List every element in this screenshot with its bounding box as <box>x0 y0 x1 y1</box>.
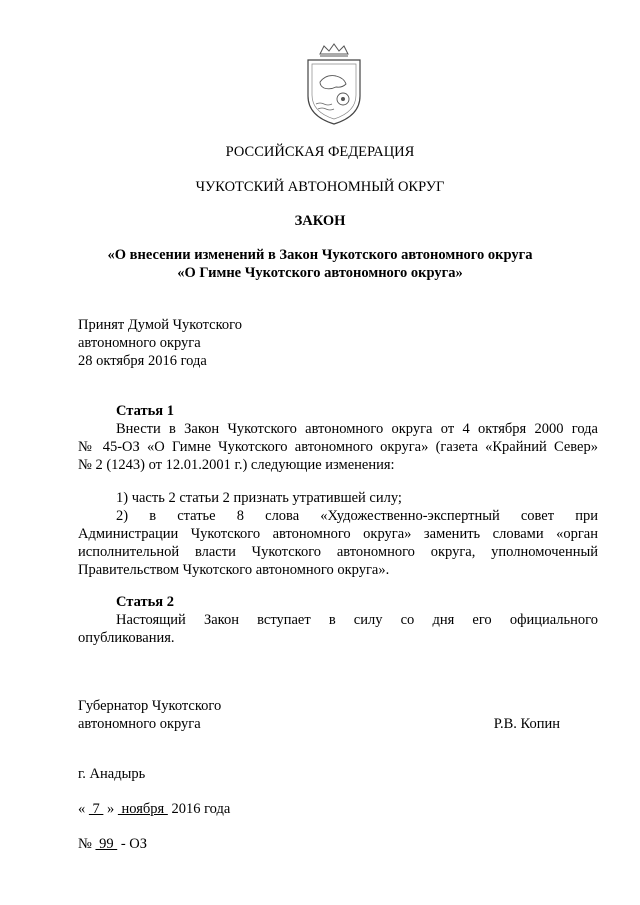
adoption-line-2: автономного округа <box>78 335 201 351</box>
number-sign: № <box>78 836 92 852</box>
adoption-line-1: Принят Думой Чукотского <box>78 317 243 333</box>
city: г. Анадырь <box>78 766 146 782</box>
article-2-text <box>78 611 598 647</box>
law-title-line-2: «О Гимне Чукотского автономного округа» <box>177 265 463 281</box>
date-month: ноября <box>117 801 168 817</box>
signature-block <box>78 697 598 733</box>
number-suffix: - ОЗ <box>120 836 148 852</box>
article-1-intro-line-3: № 2 (1243) от 12.01.2001 г.) следующие изменения: <box>78 457 395 473</box>
signatory-title-line-2: автономного округа <box>78 716 201 732</box>
article-2-heading: Статья 2 <box>116 594 174 610</box>
article-1-intro <box>78 420 598 474</box>
law-number <box>78 835 598 853</box>
coat-of-arms-emblem <box>296 42 372 128</box>
article-1-intro-line-1: Внести в Закон Чукотского автономного округа от 4 октября 2000 года <box>116 421 598 437</box>
article-1-intro-line-2: № 45-ОЗ «О Гимне Чукотского автономного округа» (газета «Крайний Север» <box>78 439 598 455</box>
number-value: 99 <box>95 836 118 852</box>
article-1-item-2-line-2: Администрации Чукотского автономного округа» заменить словами «орган <box>78 526 598 542</box>
signatory-title-line-1: Губернатор Чукотского <box>78 698 222 714</box>
signing-date <box>78 800 598 818</box>
article-1-item-1: 1) часть 2 статьи 2 признать утратившей силу; <box>116 490 402 506</box>
article-2-text-line-1: Настоящий Закон вступает в силу со дня его официального <box>116 612 598 628</box>
date-year: 2016 года <box>171 801 231 817</box>
article-2-text-line-2: опубликования. <box>78 630 175 646</box>
law-title-line-1: «О внесении изменений в Закон Чукотского автономного округа <box>107 247 533 263</box>
article-1-item-2-line-3: исполнительной власти Чукотского автономного округа, уполномоченный <box>78 544 598 560</box>
adoption-info <box>78 316 598 370</box>
article-1-items <box>78 489 598 579</box>
article-1-item-2-line-1: 2) в статье 8 слова «Художественно-экспертный совет при <box>116 508 598 524</box>
date-quote-open: « <box>78 801 86 817</box>
date-quote-close: » <box>107 801 115 817</box>
region-name: ЧУКОТСКИЙ АВТОНОМНЫЙ ОКРУГ <box>195 179 445 195</box>
article-1-item-2-line-4: Правительством Чукотского автономного округа». <box>78 562 390 578</box>
document-type: ЗАКОН <box>294 213 346 229</box>
signatory-name: Р.В. Копин <box>493 716 560 732</box>
date-day: 7 <box>88 801 104 817</box>
country-name: РОССИЙСКАЯ ФЕДЕРАЦИЯ <box>225 144 415 160</box>
article-1-heading: Статья 1 <box>116 403 174 419</box>
adoption-date: 28 октября 2016 года <box>78 353 207 369</box>
